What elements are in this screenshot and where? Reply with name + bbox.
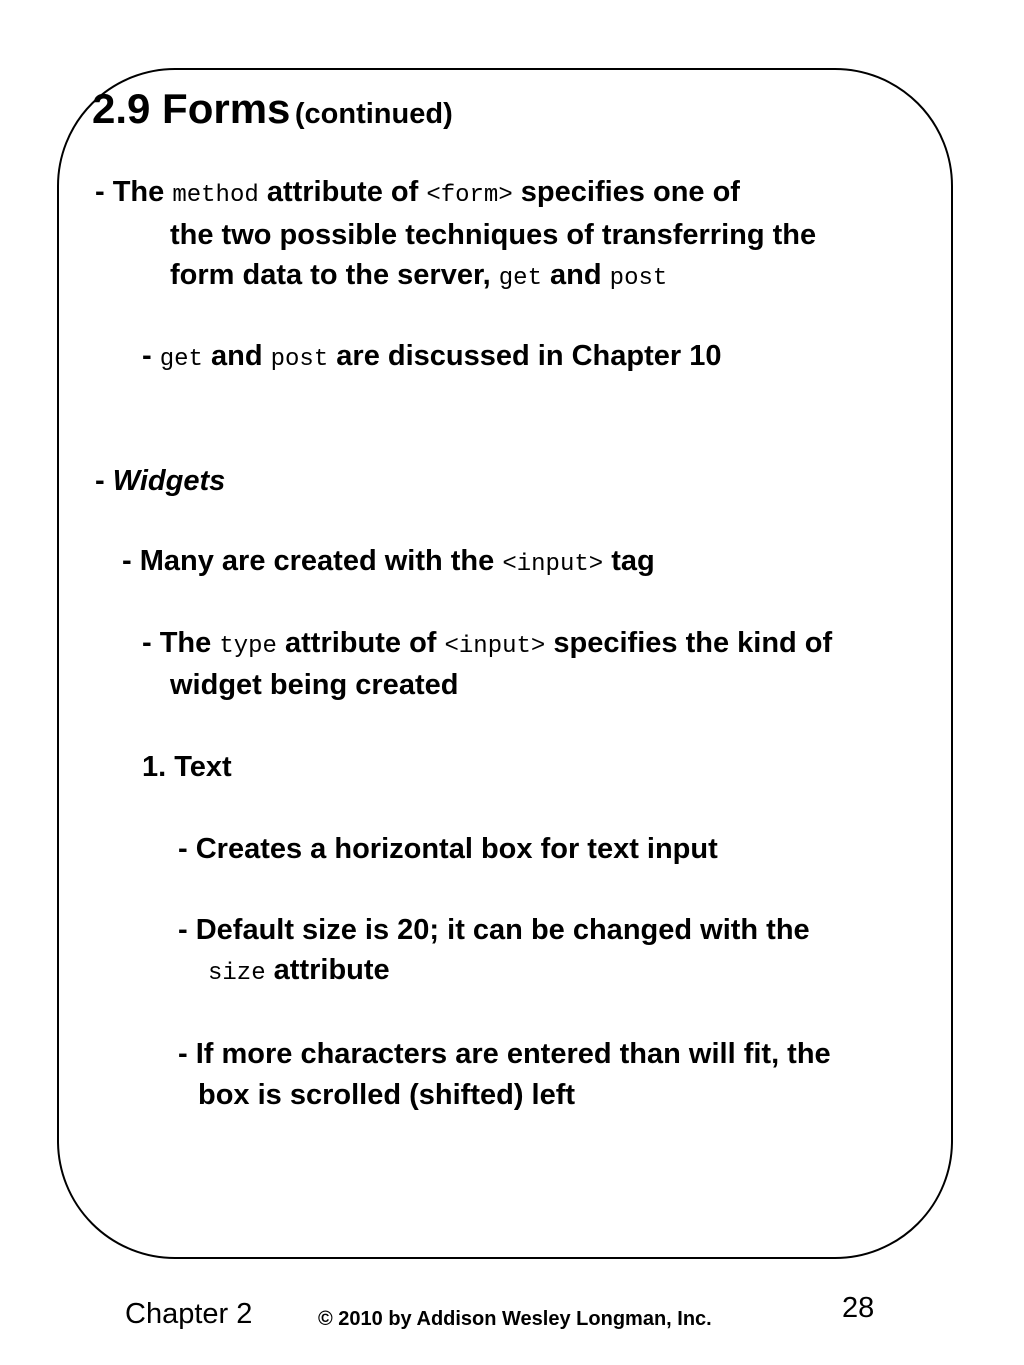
input-tag-code: <input> <box>502 551 604 578</box>
title-sub: (continued) <box>294 98 453 130</box>
getpost-text-c: are discussed in Chapter 10 <box>328 340 722 372</box>
method-line-1-text-c: specifies one of <box>512 176 740 208</box>
title-main: 2.9 Forms <box>92 85 291 132</box>
method-line-1-text-b: attribute of <box>258 176 427 208</box>
creates-line: - Creates a horizontal box for text input <box>178 833 718 865</box>
method-line-3-text-b: and <box>542 259 610 291</box>
method-code: method <box>172 182 259 209</box>
scroll-line-2: box is scrolled (shifted) left <box>198 1079 576 1111</box>
widgets-dash: - <box>95 465 113 497</box>
method-line-1-text-a: - The <box>95 176 173 208</box>
footer-chapter: Chapter 2 <box>125 1298 253 1330</box>
method-line-3 <box>170 261 667 291</box>
widgets-label: Widgets <box>112 465 226 497</box>
type-code: type <box>219 633 277 660</box>
post-code: post <box>609 265 668 292</box>
default-line-2-text: attribute <box>265 954 390 986</box>
type-line-1-text-b: attribute of <box>276 627 445 659</box>
getpost-post-code: post <box>270 346 329 373</box>
size-code: size <box>208 960 266 987</box>
type-line-2: widget being created <box>170 669 459 701</box>
type-line-1-text-a: - The <box>142 627 220 659</box>
form-tag-code: <form> <box>426 182 513 209</box>
slide-title <box>92 85 453 132</box>
getpost-and: and <box>202 340 271 372</box>
method-line-2: the two possible techniques of transferring the <box>170 219 817 251</box>
get-code: get <box>498 265 542 292</box>
footer-copyright: © 2010 by Addison Wesley Longman, Inc. <box>318 1308 712 1330</box>
type-line-1-text-c: specifies the kind of <box>545 627 833 659</box>
scroll-line-1: - If more characters are entered than will fit, the <box>178 1038 831 1070</box>
text-heading: 1. Text <box>142 751 232 783</box>
getpost-dash: - <box>142 340 160 372</box>
method-line-3-text-a: form data to the server, <box>170 259 499 291</box>
many-text-b: tag <box>603 545 655 577</box>
widgets-heading <box>95 467 225 496</box>
footer-page-number: 28 <box>842 1292 875 1324</box>
getpost-get-code: get <box>159 346 203 373</box>
default-line-1: - Default size is 20; it can be changed with the <box>178 914 810 946</box>
many-line <box>122 547 655 577</box>
default-line-2 <box>208 956 390 986</box>
method-line-1 <box>95 178 740 208</box>
many-text-a: - Many are created with the <box>122 545 503 577</box>
type-line-1 <box>142 629 832 659</box>
getpost-line <box>142 342 722 372</box>
type-input-tag-code: <input> <box>444 633 546 660</box>
